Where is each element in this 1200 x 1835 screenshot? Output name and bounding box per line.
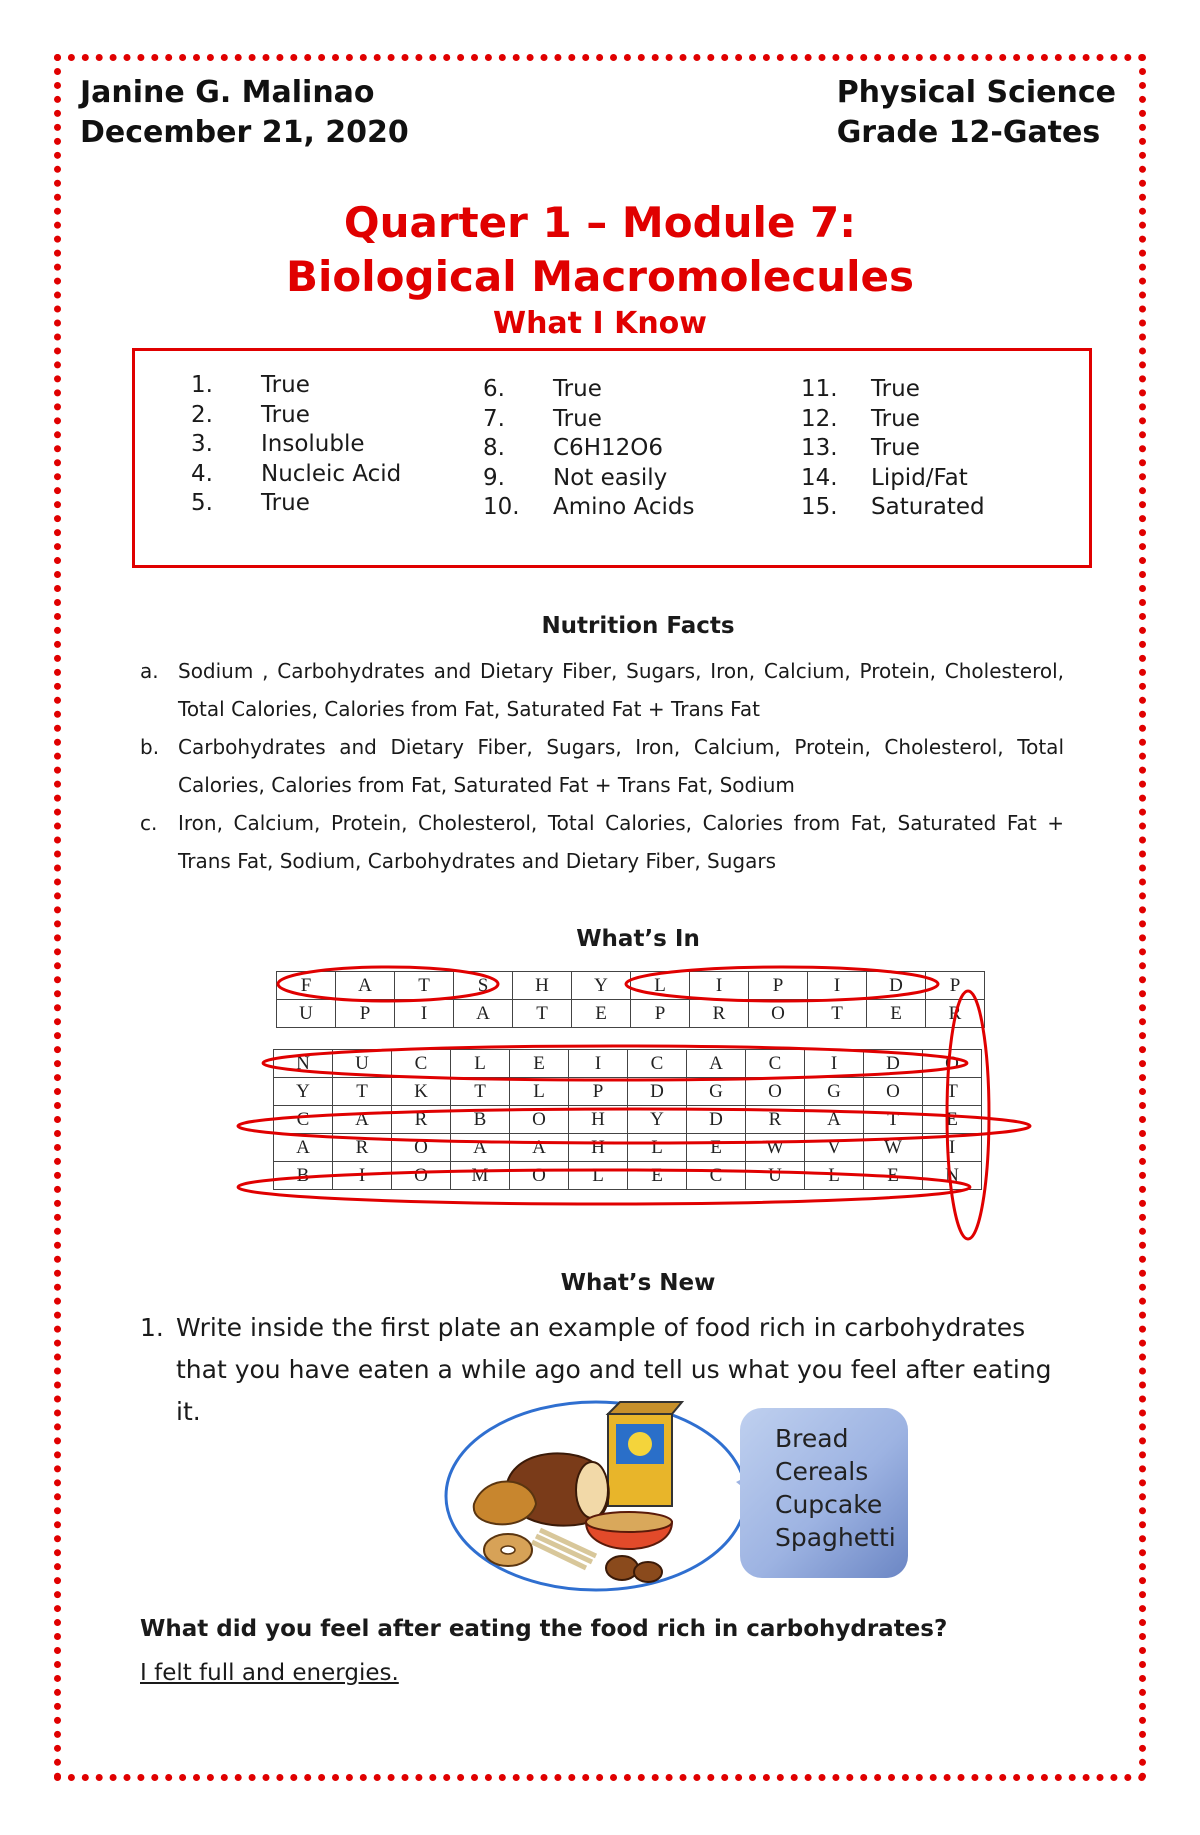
- grid-letter: V: [805, 1134, 864, 1162]
- grid-letter: A: [274, 1134, 333, 1162]
- grid-letter: T: [808, 1000, 867, 1028]
- grid-letter: P: [926, 972, 985, 1000]
- grid-letter: I: [569, 1050, 628, 1078]
- grid-letter: O: [392, 1162, 451, 1190]
- answer-text: True: [261, 372, 310, 398]
- grid-letter: W: [746, 1134, 805, 1162]
- circle-lipid: [626, 967, 938, 1001]
- date: December 21, 2020: [80, 115, 409, 150]
- answer-number: 2.: [191, 401, 213, 428]
- grid-letter: I: [808, 972, 867, 1000]
- item-label: a.: [140, 659, 159, 683]
- answer-number: 8.: [483, 435, 505, 461]
- reflection-question: What did you feel after eating the food rich in carbohydrates?: [140, 1616, 948, 1642]
- grid-letter: A: [451, 1134, 510, 1162]
- grid-letter: T: [513, 1000, 572, 1028]
- grid-letter: A: [805, 1106, 864, 1134]
- answer-number: 5.: [191, 490, 213, 516]
- food-item: Cereals: [775, 1457, 869, 1486]
- grid-letter: B: [451, 1106, 510, 1134]
- grid-letter: C: [746, 1050, 805, 1078]
- grid-letter: H: [569, 1134, 628, 1162]
- subject: Physical Science: [836, 75, 1116, 110]
- grid-letter: U: [746, 1162, 805, 1190]
- grid-letter: P: [336, 1000, 395, 1028]
- answer-number: 11.: [801, 376, 838, 402]
- grid-letter: C: [628, 1050, 687, 1078]
- answer-text: Nucleic Acid: [261, 460, 402, 487]
- food-item: Cupcake: [775, 1490, 883, 1519]
- whats-new-heading: What’s New: [560, 1270, 716, 1296]
- grid-letter: D: [628, 1078, 687, 1106]
- answer-text: Lipid/Fat: [871, 464, 968, 491]
- circle-nucleic-acid: [263, 1046, 967, 1080]
- grid-letter: L: [628, 1134, 687, 1162]
- grid-letter: K: [392, 1078, 451, 1106]
- grid-letter: L: [631, 972, 690, 1000]
- grid-letter: S: [454, 972, 513, 1000]
- circle-fats: [278, 967, 498, 1001]
- grid-letter: T: [864, 1106, 923, 1134]
- grid-letter: R: [690, 1000, 749, 1028]
- circle-carbohydrate: [238, 1109, 1030, 1143]
- module-title-line1: Quarter 1 – Module 7:: [343, 198, 857, 247]
- grid-letter: D: [867, 972, 926, 1000]
- grid-letter: Y: [628, 1106, 687, 1134]
- grid-letter: Y: [274, 1078, 333, 1106]
- grid-letter: E: [867, 1000, 926, 1028]
- item-text: Sodium , Carbohydrates and Dietary Fiber, Sugars, Iron, Calcium, Protein, Cholesterol, Total Calories, Calories from Fat, Saturated Fat + Trans Fat: [178, 659, 1064, 721]
- grid-letter: I: [805, 1050, 864, 1078]
- grid-letter: T: [451, 1078, 510, 1106]
- answer-text: Saturated: [871, 494, 985, 520]
- grid-letter: L: [510, 1078, 569, 1106]
- instruction-number: 1.: [140, 1313, 164, 1342]
- grid-letter: T: [333, 1078, 392, 1106]
- answer-number: 15.: [801, 494, 838, 520]
- food-examples-bubble: [740, 1408, 908, 1578]
- answer-number: 12.: [801, 405, 838, 432]
- grid-letter: E: [687, 1134, 746, 1162]
- grid-letter: N: [923, 1162, 982, 1190]
- grid-letter: A: [336, 972, 395, 1000]
- grid-letter: H: [513, 972, 572, 1000]
- answer-number: 13.: [801, 435, 838, 461]
- grid-letter: T: [923, 1078, 982, 1106]
- grid-letter: P: [631, 1000, 690, 1028]
- grid-letter: T: [395, 972, 454, 1000]
- grid-letter: A: [687, 1050, 746, 1078]
- grid-letter: E: [510, 1050, 569, 1078]
- grid-letter: A: [454, 1000, 513, 1028]
- grid-letter: G: [687, 1078, 746, 1106]
- answer-text: True: [871, 376, 920, 402]
- grid-letter: D: [864, 1050, 923, 1078]
- answer-number: 4.: [191, 460, 213, 487]
- grid-letter: O: [510, 1162, 569, 1190]
- cereal-box-icon: [608, 1402, 682, 1506]
- grid-letter: C: [687, 1162, 746, 1190]
- grid-letter: U: [277, 1000, 336, 1028]
- reflection-answer: I felt full and energies.: [140, 1660, 399, 1686]
- answer-text: Not easily: [553, 464, 668, 491]
- answer-text: Insoluble: [261, 431, 365, 457]
- grid-letter: A: [510, 1134, 569, 1162]
- circle-biomolecule: [238, 1170, 970, 1204]
- whats-in-heading: What’s In: [576, 926, 700, 952]
- grid-letter: U: [333, 1050, 392, 1078]
- grid-letter: D: [687, 1106, 746, 1134]
- grid-letter: N: [274, 1050, 333, 1078]
- item-text: Iron, Calcium, Protein, Cholesterol, Total Calories, Calories from Fat, Saturated Fat + Trans Fat, Sodium, Carbohydrates and Dietary Fiber, Sugars: [178, 811, 1064, 873]
- grid-letter: O: [749, 1000, 808, 1028]
- grid-letter: C: [274, 1106, 333, 1134]
- answer-text: True: [261, 401, 310, 428]
- grid-letter: E: [572, 1000, 631, 1028]
- grid-letter: M: [451, 1162, 510, 1190]
- grid-letter: P: [749, 972, 808, 1000]
- grid-letter: O: [510, 1106, 569, 1134]
- answer-text: Amino Acids: [553, 494, 695, 520]
- item-label: c.: [140, 811, 158, 835]
- answer-number: 1.: [191, 372, 213, 398]
- bagel-icon: [484, 1534, 532, 1566]
- item-label: b.: [140, 735, 160, 759]
- answer-text: True: [871, 435, 920, 461]
- grid-letter: R: [392, 1106, 451, 1134]
- answer-text: C6H12O6: [553, 435, 663, 461]
- student-name: Janine G. Malinao: [80, 75, 375, 110]
- answer-number: 14.: [801, 464, 838, 491]
- grid-letter: O: [864, 1078, 923, 1106]
- grid-letter: H: [569, 1106, 628, 1134]
- grid-letter: O: [746, 1078, 805, 1106]
- grid-letter: L: [569, 1162, 628, 1190]
- grid-letter: L: [451, 1050, 510, 1078]
- grid-letter: I: [923, 1134, 982, 1162]
- grade-section: Grade 12-Gates: [836, 115, 1101, 150]
- module-title-line2: Biological Macromolecules: [285, 252, 914, 301]
- section-what-i-know: What I Know: [492, 306, 707, 341]
- grid-letter: G: [805, 1078, 864, 1106]
- answer-number: 7.: [483, 405, 505, 432]
- answer-text: True: [871, 405, 920, 432]
- grid-letter: R: [333, 1134, 392, 1162]
- grid-letter: I: [395, 1000, 454, 1028]
- food-item: Spaghetti: [775, 1523, 896, 1552]
- nutrition-facts-heading: Nutrition Facts: [541, 613, 735, 639]
- answer-text: True: [553, 405, 602, 432]
- grid-letter: F: [277, 972, 336, 1000]
- grid-letter: O: [923, 1050, 982, 1078]
- grid-letter: R: [746, 1106, 805, 1134]
- grid-letter: Y: [572, 972, 631, 1000]
- grid-letter: I: [690, 972, 749, 1000]
- answer-number: 9.: [483, 464, 505, 491]
- grid-letter: I: [333, 1162, 392, 1190]
- answer-number: 3.: [191, 431, 213, 457]
- instruction-text: Write inside the first plate an example of food rich in carbohydrates that you have eaten a while ago and tell us what you feel after eating it.: [176, 1313, 1052, 1426]
- grid-letter: P: [569, 1078, 628, 1106]
- item-text: Carbohydrates and Dietary Fiber, Sugars, Iron, Calcium, Protein, Cholesterol, Total Calories, Calories from Fat, Saturated Fat + Trans Fat, Sodium: [178, 735, 1064, 797]
- grid-letter: B: [274, 1162, 333, 1190]
- food-item: Bread: [775, 1424, 849, 1453]
- answer-text: True: [553, 376, 602, 402]
- answer-text: True: [261, 490, 310, 516]
- answer-number: 6.: [483, 376, 505, 402]
- grid-letter: O: [392, 1134, 451, 1162]
- carbohydrate-food-plate-illustration: [436, 1392, 766, 1598]
- grid-letter: E: [628, 1162, 687, 1190]
- grid-letter: C: [392, 1050, 451, 1078]
- grid-letter: R: [926, 1000, 985, 1028]
- grid-letter: W: [864, 1134, 923, 1162]
- grid-letter: A: [333, 1106, 392, 1134]
- grid-letter: E: [864, 1162, 923, 1190]
- grid-letter: L: [805, 1162, 864, 1190]
- answer-number: 10.: [483, 494, 520, 520]
- grid-letter: E: [923, 1106, 982, 1134]
